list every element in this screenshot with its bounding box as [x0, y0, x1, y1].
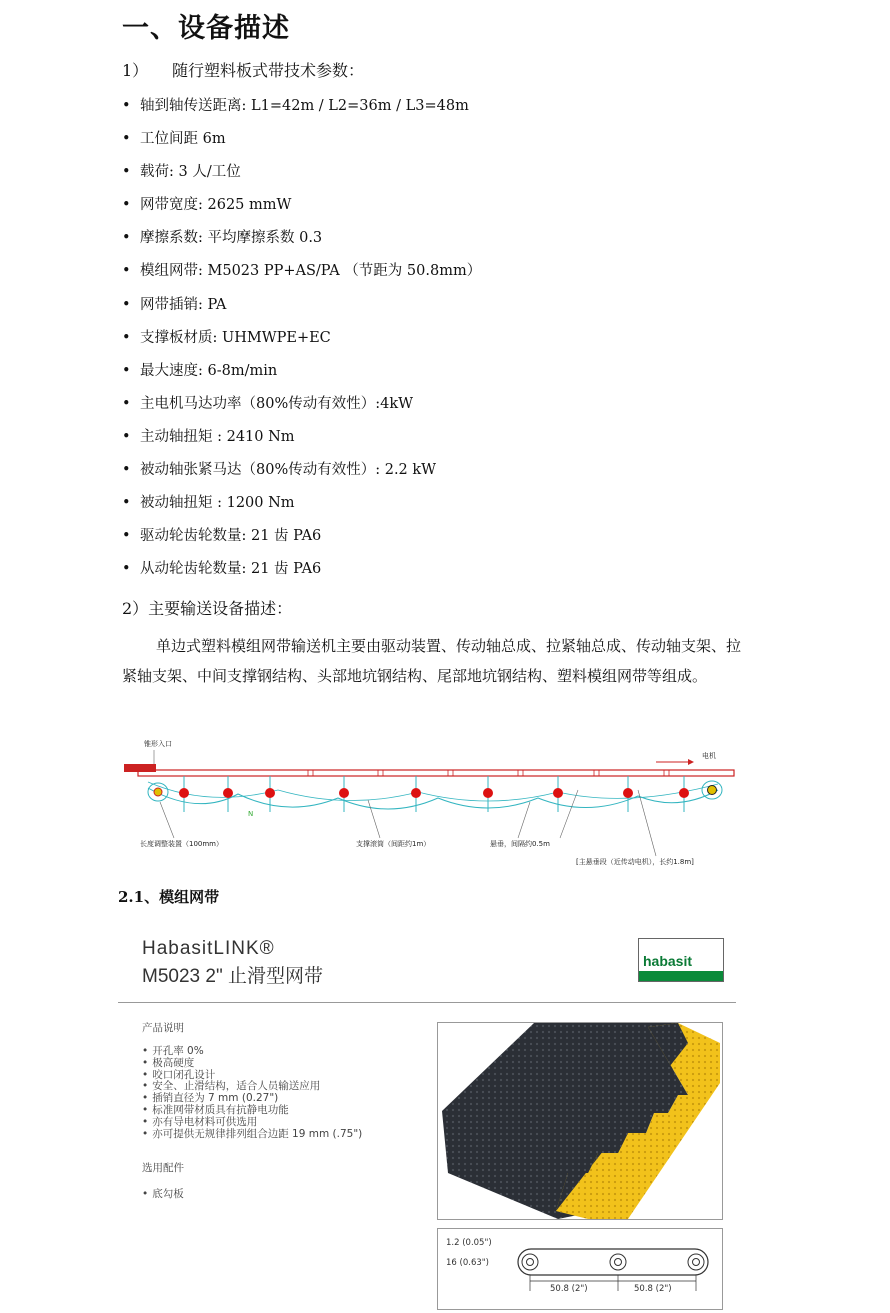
parameter-text: 模组网带: M5023 PP+AS/PA （节距为 50.8mm）: [140, 263, 482, 280]
brochure-bullet: •: [142, 1056, 149, 1069]
parameter-item: [122, 490, 481, 523]
bullet-dot: •: [122, 197, 131, 214]
bullet-dot: •: [122, 164, 131, 181]
brochure-bullet: •: [142, 1080, 149, 1093]
dim-thickness: 1.2 (0.05"): [446, 1238, 492, 1248]
brochure-item-text: 开孔率 0%: [152, 1045, 204, 1057]
page-heading: 一、设备描述: [122, 13, 290, 44]
brochure-bullet: •: [142, 1115, 149, 1128]
frame-top: [138, 770, 734, 776]
parameter-text: 网带插销: PA: [140, 296, 227, 313]
label-entry: 锥形入口: [144, 740, 172, 748]
parameter-list: [122, 93, 481, 589]
brochure-item-text: 插销直径为 7 mm (0.27"): [152, 1092, 279, 1105]
conveyor-diagram: [118, 738, 738, 870]
bullet-dot: •: [122, 263, 131, 280]
parameter-text: 支撑板材质: UHMWPE+EC: [140, 329, 331, 346]
parameter-item: [122, 292, 481, 325]
belt-photo: [437, 1022, 723, 1220]
product-list: [142, 1046, 362, 1140]
head-pulley-hub: [708, 786, 717, 795]
profile-outline: [518, 1249, 708, 1275]
profile-graphic: [438, 1229, 722, 1309]
habasit-logo: [638, 938, 724, 982]
support-roller: [265, 788, 275, 798]
parameter-text: 轴到轴传送距离: L1=42m / L2=36m / L3=48m: [140, 98, 469, 114]
support-roller: [339, 788, 349, 798]
parameter-text: 摩擦系数: 平均摩擦系数 0.3: [140, 230, 323, 247]
parameter-item: [122, 457, 481, 490]
parameter-item: [122, 424, 481, 457]
logo-wave: [639, 971, 723, 981]
belt-photo-graphic: [438, 1023, 722, 1219]
parameter-text: 网带宽度: 2625 mmW: [140, 197, 292, 214]
accessory-heading: 选用配件: [142, 1162, 184, 1174]
parameter-text: 被动轴扭矩 : 1200 Nm: [140, 495, 295, 512]
section-1-title: 随行塑料板式带技术参数：: [172, 61, 365, 80]
section-1-heading: [122, 58, 364, 81]
label-tension: 长度调整装置（100mm）: [140, 840, 223, 848]
brochure-list-item: [142, 1129, 362, 1141]
brochure-divider: [118, 1002, 736, 1003]
brochure-item-text: 亦可提供无规律排列组合边距 19 mm (.75"): [152, 1127, 363, 1140]
brochure-item-text: 咬口闭孔设计: [152, 1068, 216, 1081]
parameter-item: [122, 192, 481, 225]
bullet-dot: •: [122, 561, 131, 578]
frame-joint: [378, 770, 383, 776]
dim-pitch-2: 50.8 (2"): [634, 1284, 672, 1294]
parameter-item: [122, 159, 481, 192]
brochure-bullet: •: [142, 1188, 149, 1200]
brochure-item-text: 安全、止滑结构，适合人员输送应用: [152, 1080, 321, 1093]
bullet-dot: •: [122, 528, 131, 545]
accessory-list: [142, 1186, 184, 1201]
support-rollers: [179, 788, 689, 798]
brochure-bullet: •: [142, 1092, 149, 1105]
parameter-text: 主动轴扭矩 : 2410 Nm: [140, 428, 295, 445]
dim-pitch-1: 50.8 (2"): [550, 1284, 588, 1294]
brochure-item-text: 标准网带材质具有抗静电功能: [152, 1103, 289, 1116]
parameter-text: 主电机马达功率（80%传动有效性）:4kW: [140, 395, 414, 412]
direction-arrow-head: [688, 759, 694, 765]
parameter-text: 从动轮齿轮数量: 21 齿 PA6: [140, 561, 322, 578]
parameter-text: 驱动轮齿轮数量: 21 齿 PA6: [140, 528, 322, 545]
support-roller: [223, 788, 233, 798]
entry-slot: [124, 764, 156, 772]
brochure-title-line1: HabasitLINK®: [142, 938, 275, 959]
belt-profile-drawing: [437, 1228, 723, 1310]
parameter-item: [122, 325, 481, 358]
support-roller: [553, 788, 563, 798]
support-roller: [679, 788, 689, 798]
bullet-dot: •: [122, 98, 131, 114]
frame-joint: [448, 770, 453, 776]
label-n: N: [248, 810, 254, 818]
brochure-title-line2: M5023 2" 止滑型网带: [142, 966, 323, 987]
label-support: 支撑滚筒（间距约1m）: [356, 840, 431, 848]
parameter-text: 工位间距 6m: [140, 131, 226, 148]
bullet-dot: •: [122, 230, 131, 247]
product-heading: 产品说明: [142, 1022, 184, 1034]
label-motor: 电机: [702, 752, 716, 760]
logo-text: habasit: [643, 953, 693, 969]
brochure-bullet: •: [142, 1068, 149, 1081]
parameter-item: [122, 93, 481, 126]
tail-pulley-hub: [154, 788, 162, 796]
parameter-item: [122, 126, 481, 159]
parameter-item: [122, 258, 481, 291]
frame-joint: [308, 770, 313, 776]
parameter-text: 最大速度: 6-8m/min: [140, 362, 278, 379]
bullet-dot: •: [122, 131, 131, 148]
label-sag: 悬垂，间隔约0.5m: [490, 840, 550, 848]
support-roller: [179, 788, 189, 798]
label-bracket: [主悬垂段（近传动电机），长约1.8m]: [576, 858, 694, 866]
bullet-dot: •: [122, 329, 131, 346]
parameter-text: 载荷: 3 人/工位: [140, 164, 241, 181]
dim-height: 16 (0.63"): [446, 1258, 489, 1268]
frame-joint: [594, 770, 599, 776]
support-roller: [623, 788, 633, 798]
brochure-bullet: •: [142, 1103, 149, 1116]
brochure-item-text: 底勾板: [152, 1188, 184, 1200]
support-roller: [483, 788, 493, 798]
brochure-bullet: •: [142, 1127, 149, 1140]
section-1-number: 1）: [122, 61, 149, 80]
brochure-bullet: •: [142, 1045, 149, 1057]
bullet-dot: •: [122, 495, 131, 512]
support-roller: [411, 788, 421, 798]
brochure-item-text: 亦有导电材料可供选用: [152, 1115, 258, 1128]
frame-joint: [518, 770, 523, 776]
parameter-item: [122, 556, 481, 589]
section-2-1-heading: 2.1、模组网带: [118, 888, 220, 906]
bullet-dot: •: [122, 362, 131, 379]
bullet-dot: •: [122, 428, 131, 445]
bullet-dot: •: [122, 462, 131, 479]
bullet-dot: •: [122, 395, 131, 412]
parameter-item: [122, 391, 481, 424]
bullet-dot: •: [122, 296, 131, 313]
brochure-item-text: 极高硬度: [152, 1056, 195, 1069]
parameter-item: [122, 358, 481, 391]
frame-joint: [664, 770, 669, 776]
parameter-text: 被动轴张紧马达（80%传动有效性）: 2.2 kW: [140, 462, 437, 479]
parameter-item: [122, 225, 481, 258]
description-paragraph: 单边式塑料模组网带输送机主要由驱动装置、传动轴总成、拉紧轴总成、传动轴支架、拉紧轴支架、中间支撑钢结构、头部地坑钢结构、尾部地坑钢结构、塑料模组网带等组成。: [122, 637, 742, 685]
frame-joints: [308, 770, 669, 776]
brochure-list-item: [142, 1186, 184, 1201]
section-2-heading: 2）主要输送设备描述：: [122, 599, 293, 618]
parameter-item: [122, 523, 481, 556]
